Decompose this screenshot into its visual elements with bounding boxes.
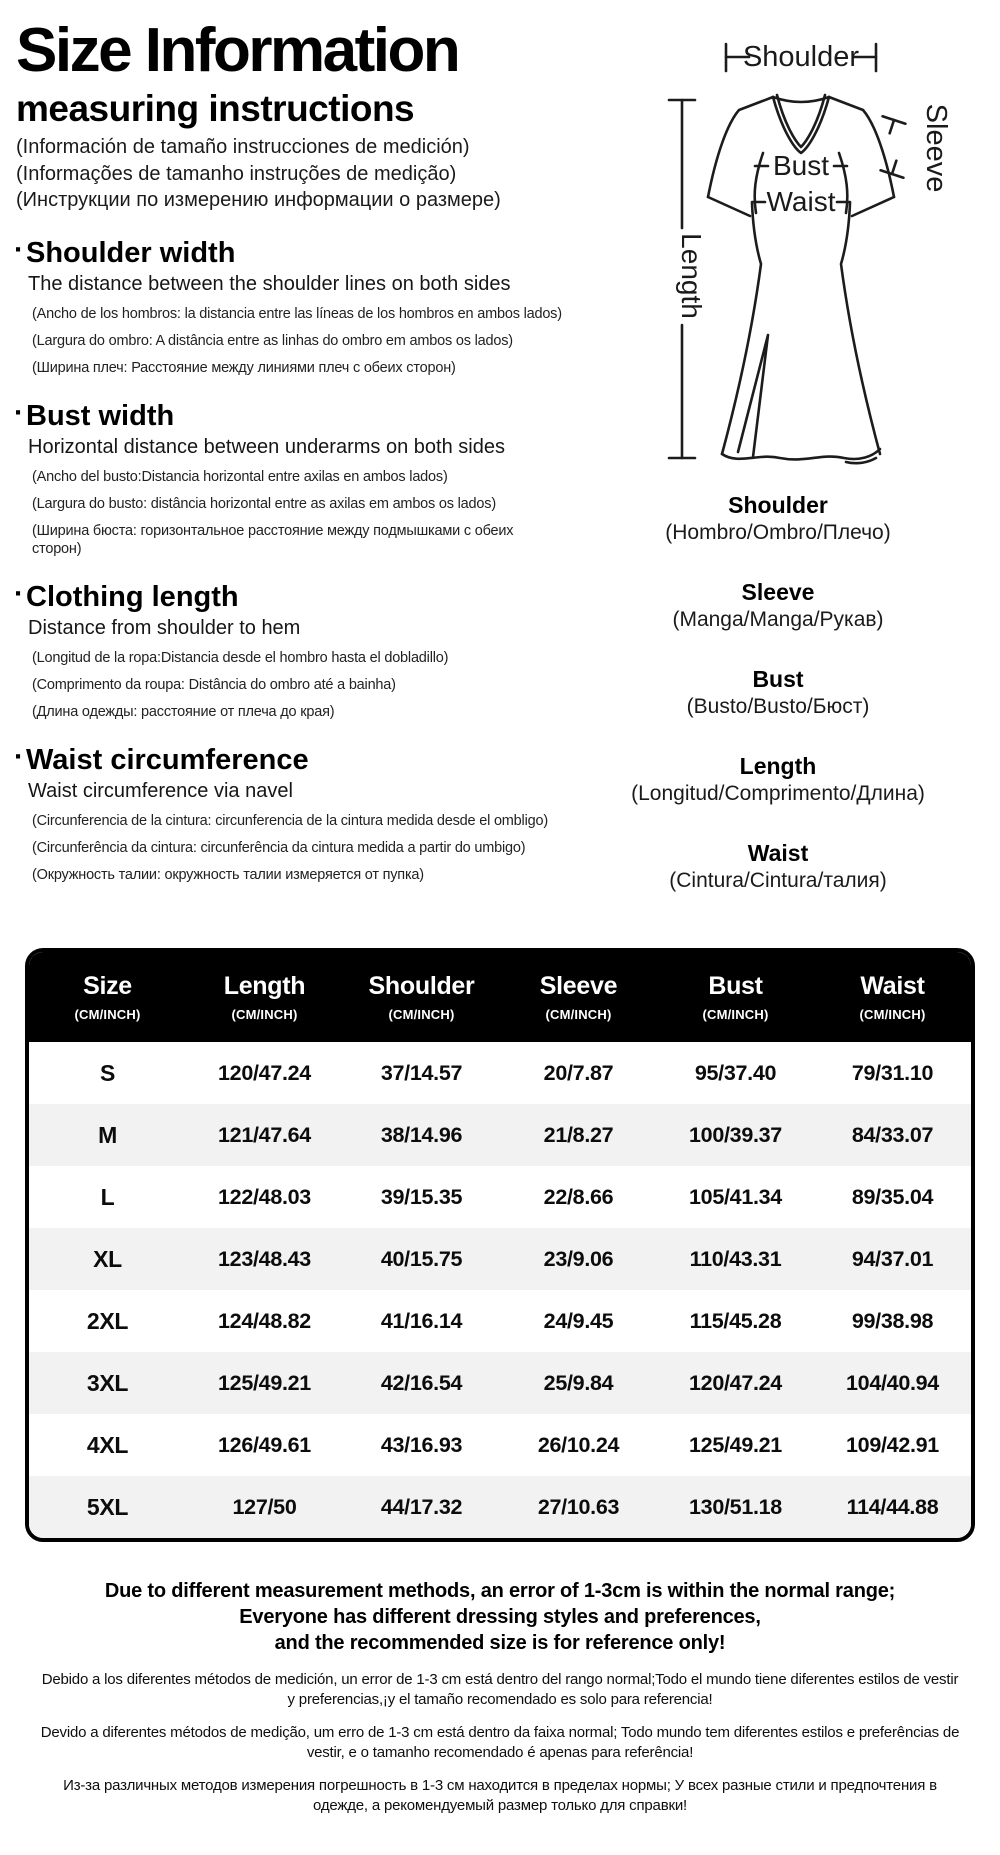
measurement-value: 41/16.14 [380,1308,463,1333]
legend-label: Waist [747,840,809,866]
measurement-value: 127/50 [232,1494,297,1519]
term-definition: The distance between the shoulder lines on both sides [28,272,511,295]
subtitle-translation-pt: (Informações de tamanho instruções de medição) [16,162,457,185]
measurement-value: 38/14.96 [380,1122,463,1147]
term-translation-es: (Ancho del busto:Distancia horizontal entre axilas en ambos lados) [32,468,448,485]
page-title: Size Information [16,16,459,85]
measurement-value: 24/9.45 [543,1308,614,1333]
measurement-value: 79/31.10 [851,1060,934,1085]
column-header-length [186,972,343,1022]
legend-item-sleeve [556,579,1000,633]
term-translation-ru: (Окружность талии: окружность талии измеряется от пупка) [32,866,424,883]
measurement-value: 23/9.06 [543,1246,614,1271]
legend-translations: (Hombro/Ombro/Плечо) [665,521,891,544]
legend-item-bust [556,666,1000,720]
notice-ru: Из-за различных методов измерения погрешность в 1-3 см находится в пределах нормы; У всех разные стили и предпочтения в одежде, а рекомендуемый размер только для справки! [63,1777,937,1814]
size-label: 5XL [86,1493,129,1520]
page-subtitle: measuring instructions [16,88,415,129]
footer-notices [0,1578,1000,1815]
legend-label: Bust [752,666,804,692]
size-label: S [99,1059,116,1086]
column-unit: (CM/INCH) [74,1007,141,1022]
table-row-l [29,1166,971,1228]
table-row-5xl [29,1476,971,1538]
legend-translations: (Cintura/Cintura/талия) [669,869,887,892]
measuring-instructions-column [16,16,564,884]
column-header-shoulder [343,972,500,1022]
measurement-value: 84/33.07 [851,1122,934,1147]
term-heading: · Clothing length [16,582,564,612]
diagram-legend [556,492,1000,894]
table-row-4xl [29,1414,971,1476]
notice-en-line-3: and the recommended size is for reference only! [274,1632,726,1654]
legend-translations: (Busto/Busto/Бюст) [686,695,870,718]
subtitle-translations [16,134,564,214]
size-label: 2XL [86,1307,129,1334]
diagram-label-bust: Bust [772,150,830,181]
term-translation-ru: (Длина одежды: расстояние от плеча до края) [32,703,335,720]
table-row-m [29,1104,971,1166]
diagram-label-waist: Waist [766,186,836,217]
measurement-value: 40/15.75 [380,1246,463,1271]
term-translation-es: (Circunferencia de la cintura: circunferencia de la cintura medida desde el ombligo) [32,812,548,829]
legend-item-waist [556,840,1000,894]
instruction-section-clothing-length [16,582,564,721]
column-title: Bust [708,972,763,1000]
term-translation-es: (Ancho de los hombros: la distancia entre las líneas de los hombros en ambos lados) [32,305,562,322]
dress-diagram-svg [556,0,1000,476]
column-unit: (CM/INCH) [545,1007,612,1022]
diagram-label-length: Length [676,233,707,319]
notice-pt: Devido a diferentes métodos de medição, um erro de 1-3 cm está dentro da faixa normal; Todo mundo tem diferentes estilos e preferências de vestir, e o tamanho recomendado é apenas para referência! [40,1724,960,1761]
column-title: Sleeve [539,972,618,1000]
column-unit: (CM/INCH) [231,1007,298,1022]
column-header-size [29,972,186,1022]
notice-en [0,1578,1000,1656]
legend-label: Sleeve [741,579,815,605]
measurement-value: 99/38.98 [851,1308,934,1333]
measurement-value: 120/47.24 [218,1060,311,1085]
instruction-section-bust-width [16,401,564,558]
size-label: M [98,1121,117,1148]
measurement-value: 100/39.37 [689,1122,782,1147]
dress-measurement-diagram [556,0,1000,927]
column-title: Length [223,972,306,1000]
term-heading: · Bust width [16,401,564,431]
measurement-value: 104/40.94 [846,1370,939,1395]
size-label: 3XL [86,1369,129,1396]
notice-en-line-2: Everyone has different dressing styles and preferences, [239,1606,761,1628]
diagram-label-shoulder: Shoulder [742,41,860,73]
column-header-bust [657,972,814,1022]
measurement-value: 25/9.84 [543,1370,614,1395]
size-table-header [29,952,971,1042]
column-header-sleeve [500,972,657,1022]
measurement-value: 123/48.43 [218,1246,311,1271]
measurement-value: 95/37.40 [694,1060,777,1085]
subtitle-translation-es: (Información de tamaño instrucciones de medición) [16,136,470,158]
term-translation-pt: (Circunferência da cintura: circunferência da cintura medida a partir do umbigo) [32,839,526,856]
term-heading: · Waist circumference [16,745,564,775]
measurement-value: 27/10.63 [537,1494,620,1519]
term-translation-ru: (Ширина бюста: горизонтальное расстояние между подмышками с обеих сторон) [32,522,514,557]
measurement-value: 44/17.32 [380,1494,463,1519]
measurement-value: 110/43.31 [689,1246,782,1271]
term-translation-pt: (Comprimento da roupa: Distância do ombro até a bainha) [32,676,396,693]
notice-en-line-1: Due to different measurement methods, an error of 1-3cm is within the normal range; [104,1580,896,1602]
measurement-value: 21/8.27 [543,1122,614,1147]
measurement-value: 130/51.18 [689,1494,782,1519]
measurement-value: 39/15.35 [380,1184,463,1209]
measurement-value: 124/48.82 [218,1308,311,1333]
column-title: Waist [860,972,925,1000]
instruction-section-waist-circumference [16,745,564,884]
measurement-value: 42/16.54 [380,1370,463,1395]
measurement-value: 125/49.21 [218,1370,311,1395]
instruction-section-shoulder-width [16,238,564,377]
size-table [25,948,975,1542]
term-definition: Waist circumference via navel [28,779,293,802]
size-table-body [29,1042,971,1538]
notice-es: Debido a los diferentes métodos de medición, un error de 1-3 cm está dentro del rango normal;Todo el mundo tiene diferentes estilos de vestir y preferencias,¡y el tamaño recomendado es solo para referencia! [41,1671,959,1708]
measurement-value: 125/49.21 [689,1432,782,1457]
table-row-2xl [29,1290,971,1352]
term-definition: Horizontal distance between underarms on both sides [28,435,505,458]
measurement-value: 94/37.01 [851,1246,934,1271]
measurement-value: 120/47.24 [689,1370,782,1395]
size-label: L [100,1183,115,1210]
measurement-value: 121/47.64 [218,1122,311,1147]
legend-translations: (Longitud/Comprimento/Длина) [631,782,925,805]
measurement-value: 109/42.91 [846,1432,939,1457]
legend-translations: (Manga/Manga/Рукав) [672,608,884,631]
column-title: Size [83,972,132,1000]
table-row-s [29,1042,971,1104]
legend-item-length [556,753,1000,807]
table-row-3xl [29,1352,971,1414]
diagram-label-sleeve: Sleeve [920,103,952,193]
skirt-slit [738,335,768,457]
term-heading: · Shoulder width [16,238,564,268]
measurement-value: 122/48.03 [218,1184,311,1209]
column-unit: (CM/INCH) [388,1007,455,1022]
term-translation-es: (Longitud de la ropa:Distancia desde el hombro hasta el dobladillo) [32,649,449,666]
legend-label: Shoulder [728,492,828,518]
measurement-value: 115/45.28 [689,1308,782,1333]
measurement-value: 22/8.66 [543,1184,614,1209]
measurement-value: 114/44.88 [846,1494,939,1519]
term-translation-ru: (Ширина плеч: Расстояние между линиями плеч с обеих сторон) [32,359,456,376]
legend-label: Length [739,753,817,779]
term-translation-pt: (Largura do ombro: A distância entre as linhas do ombro em ambos os lados) [32,332,513,349]
measurement-value: 89/35.04 [851,1184,934,1209]
column-unit: (CM/INCH) [702,1007,769,1022]
size-label: 4XL [86,1431,129,1458]
measurement-value: 20/7.87 [543,1060,614,1085]
term-translation-pt: (Largura do busto: distância horizontal entre as axilas em ambos os lados) [32,495,496,512]
legend-item-shoulder [556,492,1000,546]
measurement-value: 43/16.93 [380,1432,463,1457]
table-row-xl [29,1228,971,1290]
measurement-value: 37/14.57 [380,1060,463,1085]
column-header-waist [814,972,971,1022]
column-unit: (CM/INCH) [859,1007,926,1022]
measurement-value: 26/10.24 [537,1432,620,1457]
size-label: XL [93,1245,122,1272]
measurement-value: 105/41.34 [689,1184,782,1209]
term-definition: Distance from shoulder to hem [28,616,301,639]
measurement-value: 126/49.61 [218,1432,311,1457]
column-title: Shoulder [368,972,475,1000]
subtitle-translation-ru: (Инструкции по измерению информации о размере) [16,189,501,211]
